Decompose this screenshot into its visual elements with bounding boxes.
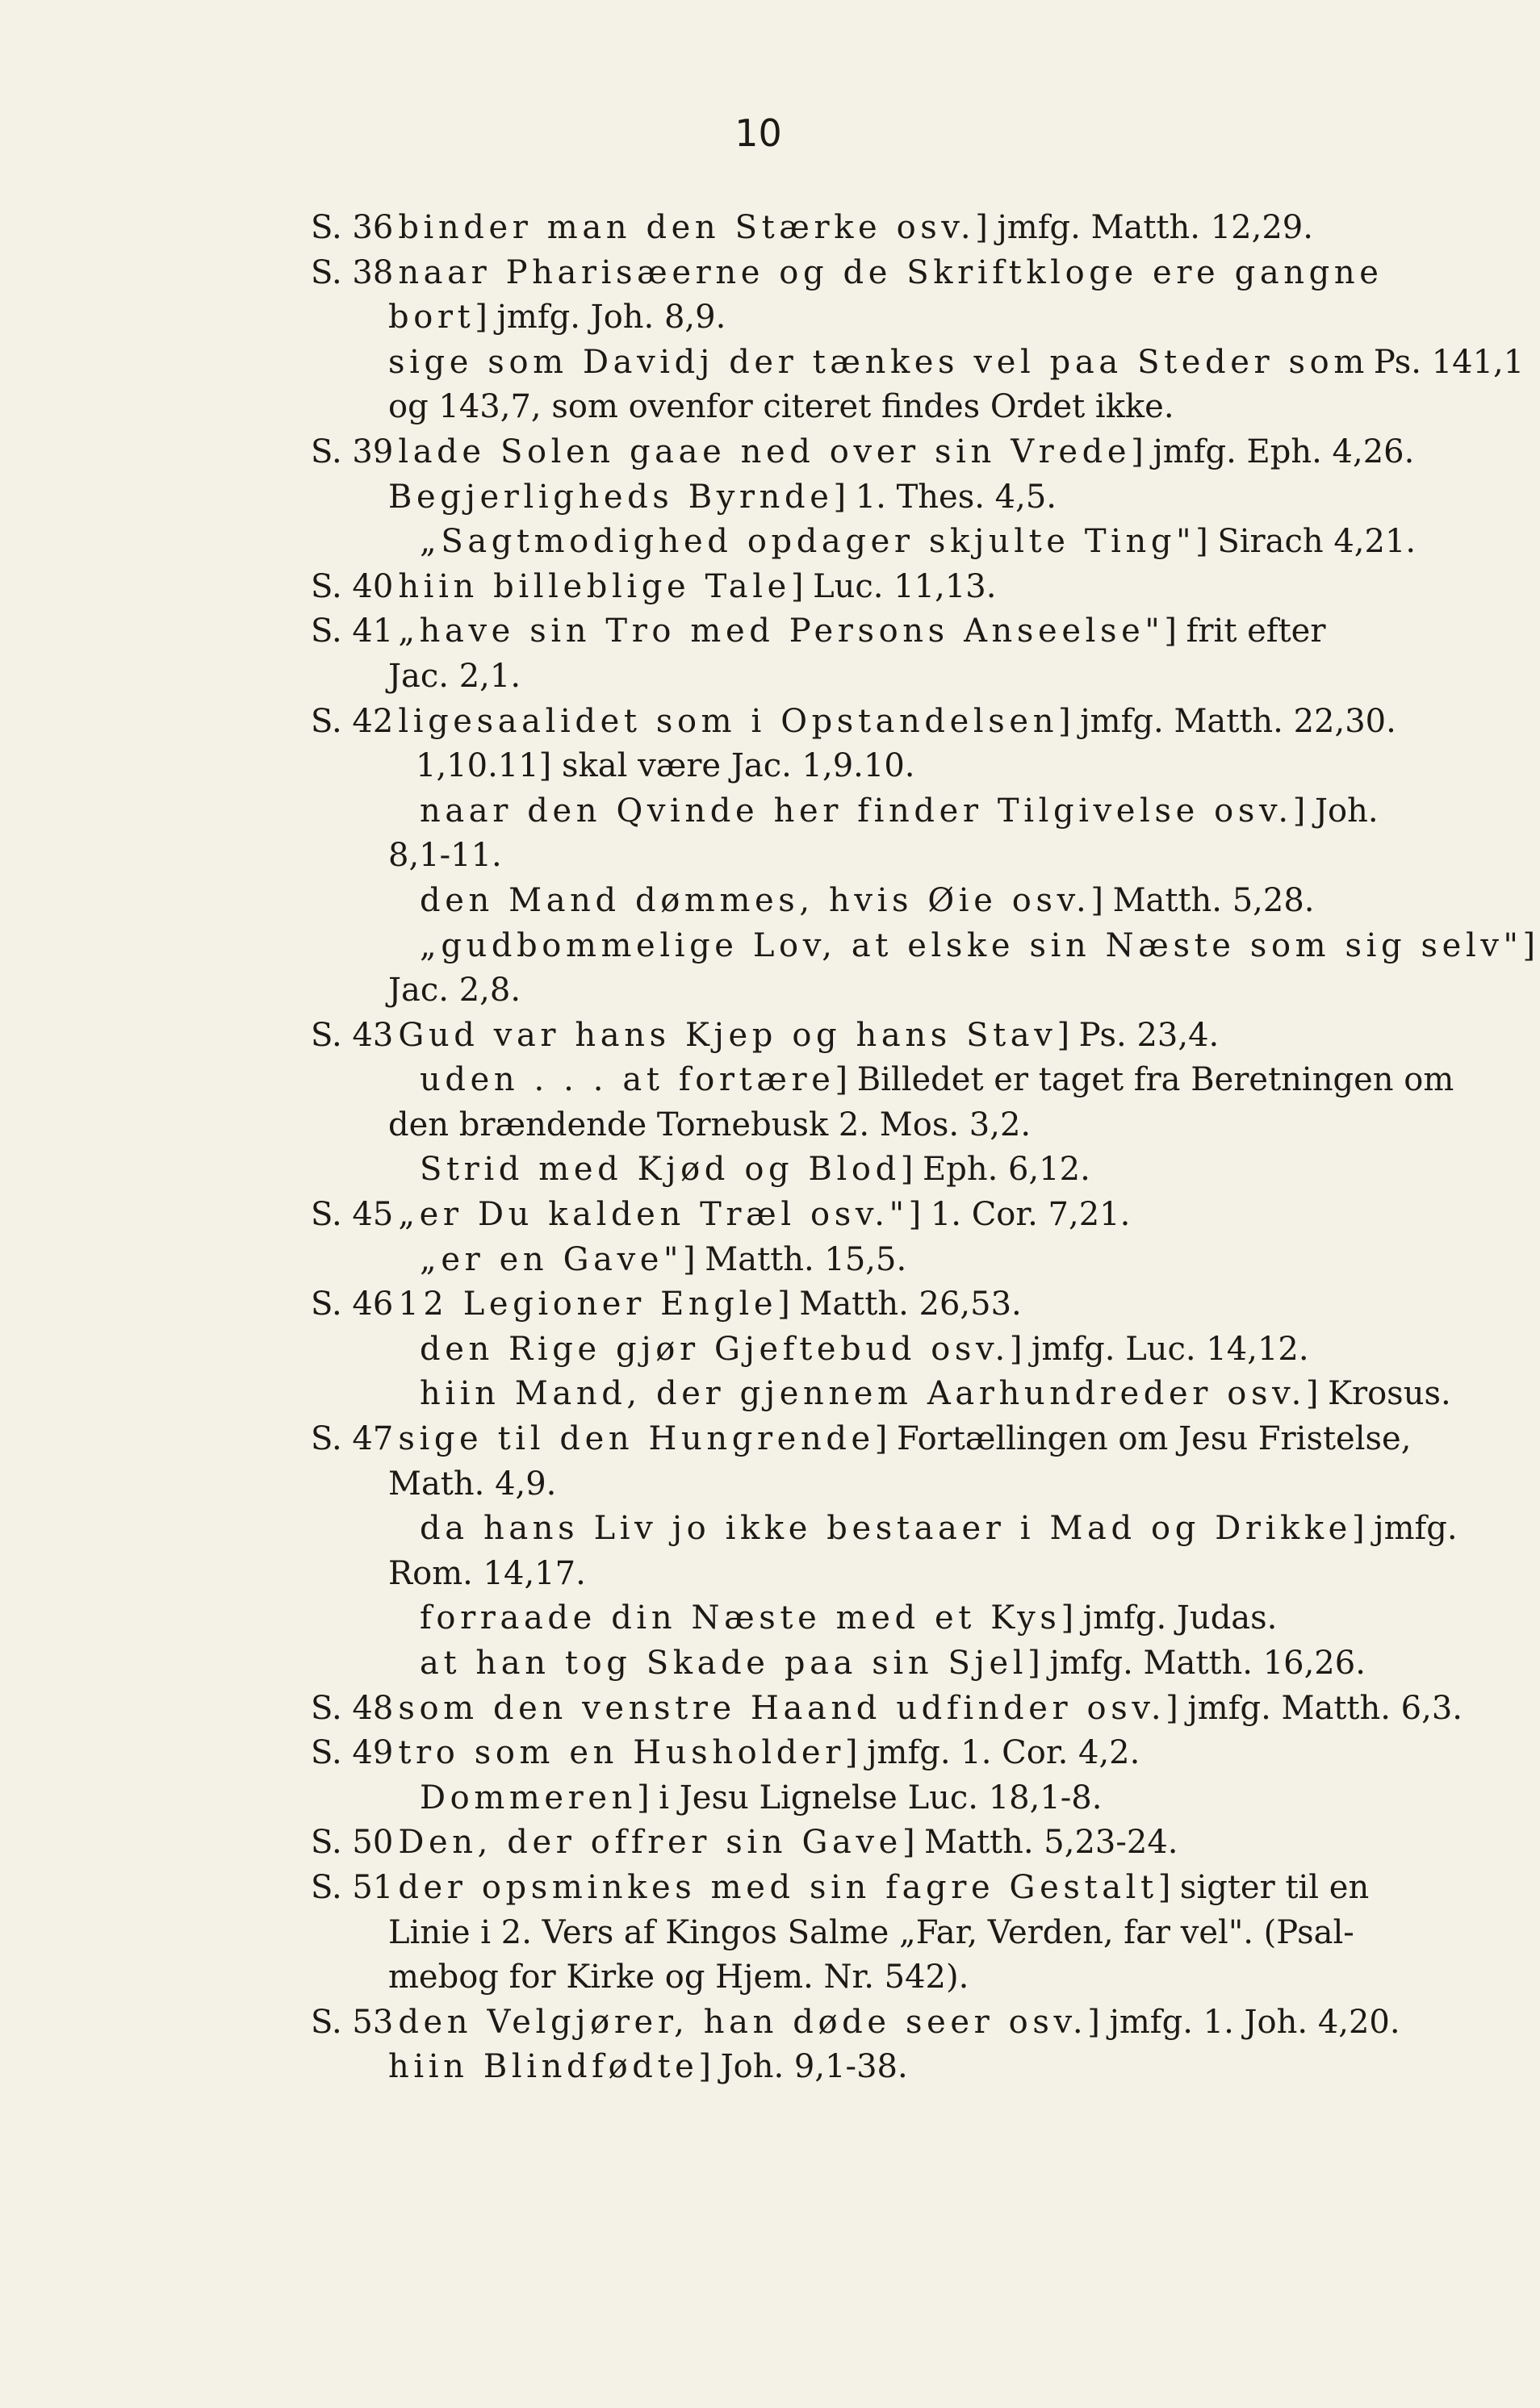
reference-text: Math. 4,9. [388,1465,557,1503]
note-line [311,924,1540,969]
keyword-phrase: der opsminkes med sin fagre Gestalt] [398,1868,1175,1906]
page-ref: S. 36 [311,209,394,246]
reference-text: Matth. 26,53. [799,1286,1022,1323]
note-line [311,1058,1454,1103]
reference-text: Joh. 9,1-38. [720,2048,908,2086]
keyword-phrase: ligesaalidet som i Opstandelsen] [398,702,1076,740]
reference-text: Sirach 4,21. [1217,523,1417,561]
keyword-phrase: den Mand dømmes, hvis Øie osv.] [420,881,1108,919]
keyword-phrase: naar Pharisæerne og de Skriftkloge ere gangne [398,253,1383,291]
note-line [311,1955,1425,2000]
note-line [311,251,1425,296]
note-line [311,609,1425,654]
keyword-phrase: „er en Gave"] [420,1240,701,1278]
note-line [311,1507,1458,1552]
note-line [311,565,1425,610]
note-line [311,1687,1463,1732]
reference-text: Matth. 5,23-24. [924,1824,1178,1862]
note-line [311,520,1425,565]
reference-text: Matth. 5,28. [1112,881,1315,919]
keyword-phrase: hiin Mand, der gjennem Aarhundreder osv.] [420,1375,1324,1413]
keyword-phrase: hiin billeblige Tale] [398,567,809,605]
reference-text: Fortællingen om Jesu Fristelse, [897,1420,1412,1458]
keyword-phrase: uden . . . at fortære] [420,1061,852,1099]
note-line [311,1238,1425,1283]
note-line [311,1014,1425,1059]
reference-text: Billedet er taget fra Beretningen om [856,1061,1454,1099]
keyword-phrase: den Velgjører, han døde seer osv.] [398,2003,1105,2041]
note-line [311,1148,1425,1193]
note-line [311,1372,1451,1417]
note-line [311,744,1425,789]
reference-text: jmfg. 1. Joh. 4,20. [1109,2003,1400,2041]
page-ref: S. 50 [311,1824,394,1862]
page-ref: S. 47 [311,1420,394,1458]
note-line [311,834,1425,879]
note-line [311,1462,1425,1507]
page-ref: S. 53 [311,2003,394,2041]
reference-text: jmfg. Matth. 16,26. [1049,1645,1366,1682]
page-ref: S. 49 [311,1734,394,1772]
page-ref: S. 39 [311,433,394,470]
note-line [311,1417,1425,1462]
reference-text: Joh. [1314,792,1379,830]
page-ref: S. 42 [311,702,394,740]
note-line [311,1776,1425,1821]
keyword-phrase: „gudbommelige Lov, at elske sin Næste som sig selv"] [420,926,1540,964]
reference-text: jmfg. [1374,1510,1458,1548]
reference-text: Luc. 11,13. [813,567,997,605]
note-line [311,1103,1425,1148]
reference-text: jmfg. 1. Cor. 4,2. [867,1734,1140,1772]
reference-text: jmfg. Joh. 8,9. [496,299,726,337]
note-line [311,1552,1425,1597]
reference-text: den brændende Tornebusk 2. Mos. 3,2. [388,1106,1032,1143]
page-ref: S. 45 [311,1196,394,1234]
reference-text: Jac. 2,8. [388,972,521,1010]
page-ref: S. 41 [311,612,394,650]
note-line [311,295,1425,341]
keyword-phrase: tro som en Husholder] [398,1734,863,1772]
keyword-phrase: Gud var hans Kjep og hans Stav] [398,1016,1074,1054]
keyword-phrase: „Sagtmodighed opdager skjulte Ting"] [420,523,1213,561]
reference-text: 1,10.11] skal være Jac. 1,9.10. [416,747,915,785]
page-ref: S. 51 [311,1868,394,1906]
page-ref: S. 46 [311,1286,394,1323]
keyword-phrase: forraade din Næste med et Kys] [420,1599,1078,1637]
reference-text: Jac. 2,1. [388,657,521,695]
reference-text: Linie i 2. Vers af Kingos Salme „Far, Verden, far vel". (Psal- [388,1913,1354,1951]
keyword-phrase: sige som Davidj der tænkes vel paa Steder som [388,343,1369,381]
keyword-phrase: „er Du kalden Træl osv."] [398,1196,926,1234]
reference-text: 1. Cor. 7,21. [930,1196,1131,1234]
reference-text: 1. Thes. 4,5. [855,478,1057,516]
reference-text: frit efter [1186,612,1326,650]
note-line [311,2000,1425,2046]
keyword-phrase: den Rige gjør Gjeftebud osv.] [420,1330,1027,1368]
keyword-phrase: binder man den Stærke osv.] [398,209,993,246]
reference-text: jmfg. Luc. 14,12. [1032,1330,1309,1368]
keyword-phrase: lade Solen gaae ned over sin Vrede] [398,433,1149,470]
note-line [311,654,1425,700]
note-line [311,475,1425,520]
notes-text-block [311,206,1540,2090]
note-line [311,968,1425,1014]
page-ref: S. 48 [311,1689,394,1727]
page-number: 10 [734,111,782,155]
note-line [311,789,1425,834]
reference-text: jmfg. Matth. 22,30. [1080,702,1396,740]
note-line [311,341,1525,386]
keyword-phrase: „have sin Tro med Persons Anseelse"] [398,612,1182,650]
reference-text: Ps. 141,1 [1373,343,1525,381]
reference-text: Ps. 23,4. [1078,1016,1220,1054]
reference-text: Eph. 6,12. [923,1151,1090,1189]
keyword-phrase: Strid med Kjød og Blod] [420,1151,919,1189]
page-ref: S. 38 [311,253,394,291]
reference-text: Rom. 14,17. [388,1554,586,1592]
note-line [311,700,1425,745]
keyword-phrase: naar den Qvinde her finder Tilgivelse osv.] [420,792,1310,830]
page-ref: S. 40 [311,567,394,605]
note-line [311,385,1425,430]
note-line [311,1731,1425,1776]
reference-text: og 143,7, som ovenfor citeret findes Ordet ikke. [388,388,1174,426]
note-line [311,206,1425,251]
keyword-phrase: Den, der offrer sin Gave] [398,1824,920,1862]
page-ref: S. 43 [311,1016,394,1054]
keyword-phrase: Dommeren] [420,1779,655,1816]
reference-text: mebog for Kirke og Hjem. Nr. 542). [388,1959,969,1996]
reference-text: jmfg. Judas. [1082,1599,1278,1637]
note-line [311,430,1425,475]
keyword-phrase: da hans Liv jo ikke bestaaer i Mad og Drikke] [420,1510,1370,1548]
reference-text: jmfg. Matth. 12,29. [997,209,1313,246]
keyword-phrase: som den venstre Haand udfinder osv.] [398,1689,1183,1727]
reference-text: sigter til en [1179,1868,1370,1906]
reference-text: i Jesu Lignelse Luc. 18,1-8. [659,1779,1103,1816]
reference-text: jmfg. Eph. 4,26. [1153,433,1415,470]
note-line [311,1641,1425,1687]
keyword-phrase: at han tog Skade paa sin Sjel] [420,1645,1045,1682]
note-line [311,2045,1425,2090]
note-line [311,1282,1425,1327]
note-line [311,1596,1425,1641]
reference-text: jmfg. Matth. 6,3. [1187,1689,1463,1727]
reference-text: 8,1-11. [388,837,502,875]
note-line [311,1911,1425,1956]
note-line [311,879,1425,924]
note-line [311,1327,1425,1373]
note-line [311,1866,1425,1911]
keyword-phrase: Begjerligheds Byrnde] [388,478,851,516]
note-line [311,1193,1425,1238]
reference-text: Krosus. [1328,1375,1451,1413]
keyword-phrase: hiin Blindfødte] [388,2048,716,2086]
keyword-phrase: 12 Legioner Engle] [398,1286,795,1323]
reference-text: Matth. 15,5. [705,1240,907,1278]
note-line [311,1821,1425,1866]
keyword-phrase: bort] [388,299,492,337]
keyword-phrase: sige til den Hungrende] [398,1420,893,1458]
